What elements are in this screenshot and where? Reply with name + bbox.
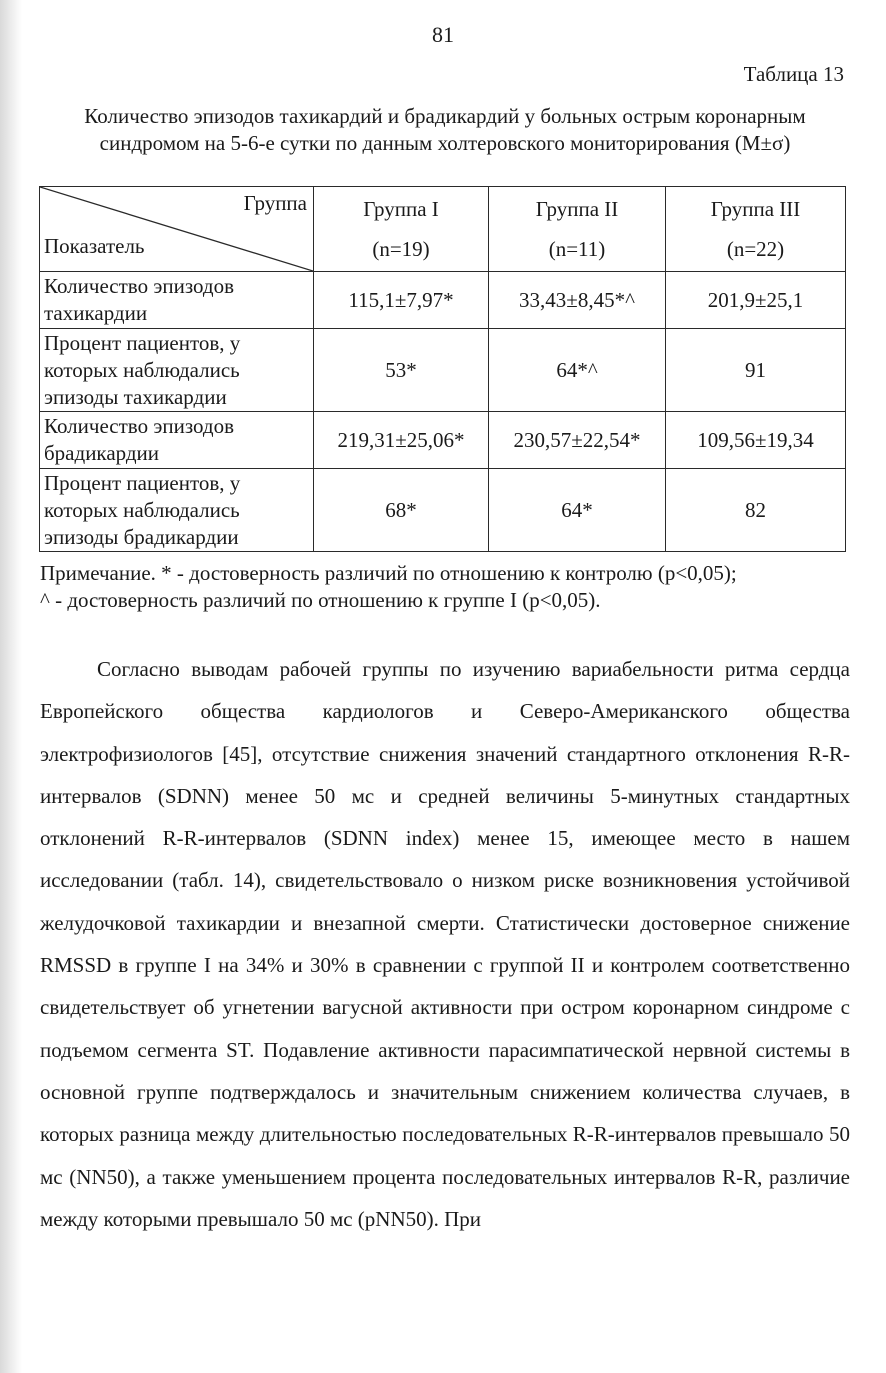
table-note	[40, 560, 850, 614]
scan-edge-shadow	[0, 0, 22, 1373]
column-header-n: (n=22)	[726, 237, 785, 261]
table-cell: 109,56±19,34	[666, 412, 846, 469]
column-header-name: Группа III	[710, 197, 801, 221]
table-cell: 53*	[314, 329, 489, 412]
table-cell: 68*	[314, 469, 489, 552]
corner-header-cell	[40, 187, 314, 272]
corner-header-indicator: Показатель	[44, 234, 145, 258]
table-cell: 201,9±25,1	[666, 272, 846, 329]
table-header-row	[40, 187, 846, 272]
column-header-name: Группа I	[363, 197, 439, 221]
data-table	[39, 186, 846, 552]
table-row	[40, 412, 846, 469]
column-header-n: (n=11)	[548, 237, 606, 261]
row-label: Процент пациентов, у которых наблюдались эпизоды брадикардии	[40, 469, 314, 552]
row-label: Количество эпизодов брадикардии	[40, 412, 314, 469]
table-row	[40, 272, 846, 329]
table-caption: Количество эпизодов тахикардий и брадикардий у больных острым коронарным синдромом на 5-6-е сутки по данным холтеровского мониторирования (M±σ)	[84, 104, 806, 155]
column-header-group-1	[314, 187, 489, 272]
table-cell: 91	[666, 329, 846, 412]
table-cell: 219,31±25,06*	[314, 412, 489, 469]
row-label: Количество эпизодов тахикардии	[40, 272, 314, 329]
table-cell: 115,1±7,97*	[314, 272, 489, 329]
note-line: Примечание. * - достоверность различий по отношению к контролю (р<0,05);	[40, 561, 737, 585]
note-line: ^ - достоверность различий по отношению к группе I (р<0,05).	[40, 588, 601, 612]
table-cell: 230,57±22,54*	[489, 412, 666, 469]
body-paragraph: Согласно выводам рабочей группы по изучению вариабельности ритма сердца Европейского общества кардиологов и Северо-Американского общества электрофизиологов [45], отсутствие снижения значений стандартного отклонения R-R-интервалов (SDNN) менее 50 мс и средней величины 5-минутных стандартных отклонений R-R-интервалов (SDNN index) менее 15, имеющее место в нашем исследовании (табл. 14), свидетельствовало о низком риске возникновения устойчивой желудочковой тахикардии и внезапной смерти. Статистически достоверное снижение RMSSD в группе I на 34% и 30% в сравнении с группой II и контролем соответственно свидетельствует об угнетении вагусной активности при остром коронарном синдроме с подъемом сегмента ST. Подавление активности парасимпатической нервной системы в основной группе подтверждалось и значительным снижением количества случаев, в которых разница между длительностью последовательных R-R-интервалов превышало 50 мс (NN50), а также уменьшением процента последовательных интервалов R-R, различие между которыми превышало 50 мс (pNN50). При	[40, 657, 850, 1231]
column-header-group-2	[489, 187, 666, 272]
table-row	[40, 329, 846, 412]
table-label: Таблица 13	[743, 62, 844, 86]
page-number: 81	[432, 22, 454, 47]
table-cell: 82	[666, 469, 846, 552]
table-cell: 64*^	[489, 329, 666, 412]
row-label: Процент пациентов, у которых наблюдались эпизоды тахикардии	[40, 329, 314, 412]
column-header-name: Группа II	[535, 197, 619, 221]
table-cell: 64*	[489, 469, 666, 552]
column-header-group-3	[666, 187, 846, 272]
corner-header-group: Группа	[243, 191, 307, 215]
table-row	[40, 469, 846, 552]
table-cell: 33,43±8,45*^	[489, 272, 666, 329]
column-header-n: (n=19)	[372, 237, 430, 261]
